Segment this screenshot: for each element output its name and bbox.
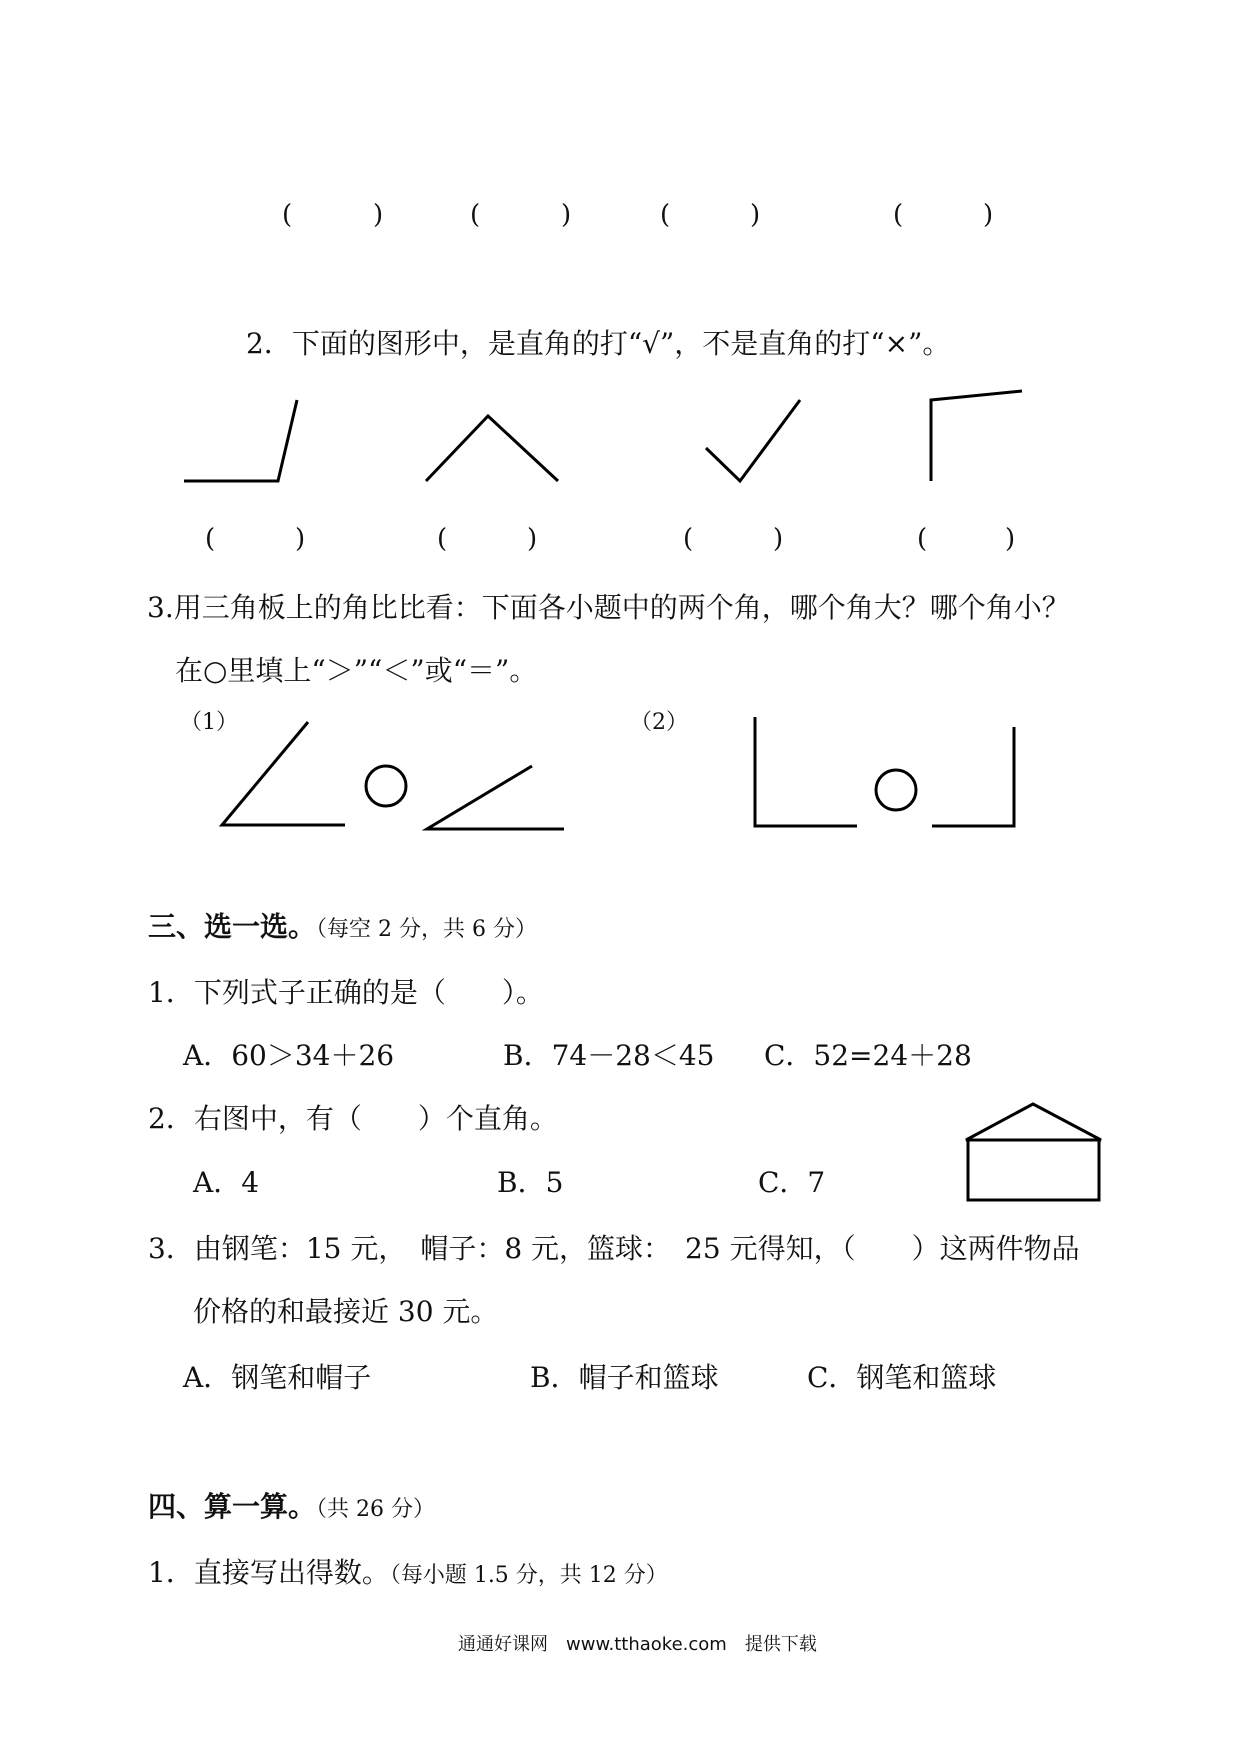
s3-q3-line2: 价格的和最接近 30 元。 (193, 1295, 499, 1328)
q3-sub1-label: （1） (180, 710, 238, 735)
s3-q2-option-c: C．7 (758, 1166, 826, 1199)
answer-paren-open-3: ( (660, 200, 671, 230)
q3-1-angle-left (222, 722, 345, 825)
s3-q2-option-a: A．4 (193, 1166, 260, 1199)
s3-q1-option-a: A．60＞34＋26 (183, 1039, 395, 1072)
house-body (968, 1140, 1099, 1200)
s3-q3-line1: 3．由钢笔：15 元， 帽子：8 元，篮球： 25 元得知，（ ）这两件物品 (148, 1232, 1080, 1265)
s4-q1-text: 1．直接写出得数。 (148, 1556, 390, 1589)
q3-2-compare-circle (876, 770, 916, 810)
q3-2-angle-left (755, 717, 857, 826)
answer-paren-close-2: ) (561, 200, 572, 230)
q2-paren-open-3: ( (683, 524, 694, 554)
answer-paren-open-4: ( (893, 200, 904, 230)
q2-paren-open-4: ( (917, 524, 928, 554)
q3-sub2-label: （2） (630, 710, 688, 735)
section4-note: （共 26 分） (316, 1497, 435, 1522)
s3-q3-option-b: B．帽子和篮球 (530, 1361, 719, 1394)
s3-q2-option-b: B．5 (497, 1166, 564, 1199)
s3-q2-text: 2．右图中，有（ ）个直角。 (148, 1102, 558, 1135)
q2-paren-close-4: ) (1005, 524, 1016, 554)
section3-heading: 三、选一选。 (148, 910, 317, 943)
q3-1-compare-circle (366, 766, 406, 806)
s3-q1-option-b: B．74－28＜45 (503, 1039, 715, 1072)
q2-title: 2．下面的图形中，是直角的打“√”，不是直角的打“×”。 (246, 327, 951, 360)
section3-note: （每空 2 分，共 6 分） (316, 917, 537, 942)
q3-2-angle-right (932, 727, 1014, 826)
q2-angle-2 (426, 416, 558, 481)
q3-1-angle-right (427, 766, 564, 829)
answer-paren-close-3: ) (750, 200, 761, 230)
q2-paren-close-2: ) (527, 524, 538, 554)
q2-angle-1 (184, 400, 297, 481)
house-roof (966, 1104, 1101, 1140)
section4-heading-row (148, 1490, 435, 1524)
s3-q3-option-a: A．钢笔和帽子 (183, 1361, 372, 1394)
s3-q1-text: 1．下列式子正确的是（ ）。 (148, 976, 544, 1009)
s4-q1-note: （每小题 1.5 分，共 12 分） (389, 1563, 668, 1588)
s4-q1-row (148, 1556, 668, 1590)
page-footer: 通通好课网 www.tthaoke.com 提供下载 (458, 1634, 817, 1655)
section3-heading-row (148, 910, 537, 944)
q2-paren-open-1: ( (205, 524, 216, 554)
q3-line1: 3.用三角板上的角比比看：下面各小题中的两个角，哪个角大？哪个角小？ (147, 591, 1070, 624)
q3-line2: 在○里填上“＞”“＜”或“＝”。 (175, 654, 538, 687)
section4-heading: 四、算一算。 (148, 1490, 317, 1523)
answer-paren-close-1: ) (373, 200, 384, 230)
q2-paren-close-3: ) (773, 524, 784, 554)
q2-angle-4 (931, 391, 1022, 481)
q2-paren-open-2: ( (437, 524, 448, 554)
q2-angle-3 (706, 400, 800, 481)
answer-paren-open-1: ( (282, 200, 293, 230)
s3-q3-option-c: C．钢笔和篮球 (807, 1361, 997, 1394)
s3-q1-option-c: C．52=24＋28 (764, 1039, 972, 1072)
answer-paren-open-2: ( (470, 200, 481, 230)
q2-paren-close-1: ) (295, 524, 306, 554)
answer-paren-close-4: ) (983, 200, 994, 230)
